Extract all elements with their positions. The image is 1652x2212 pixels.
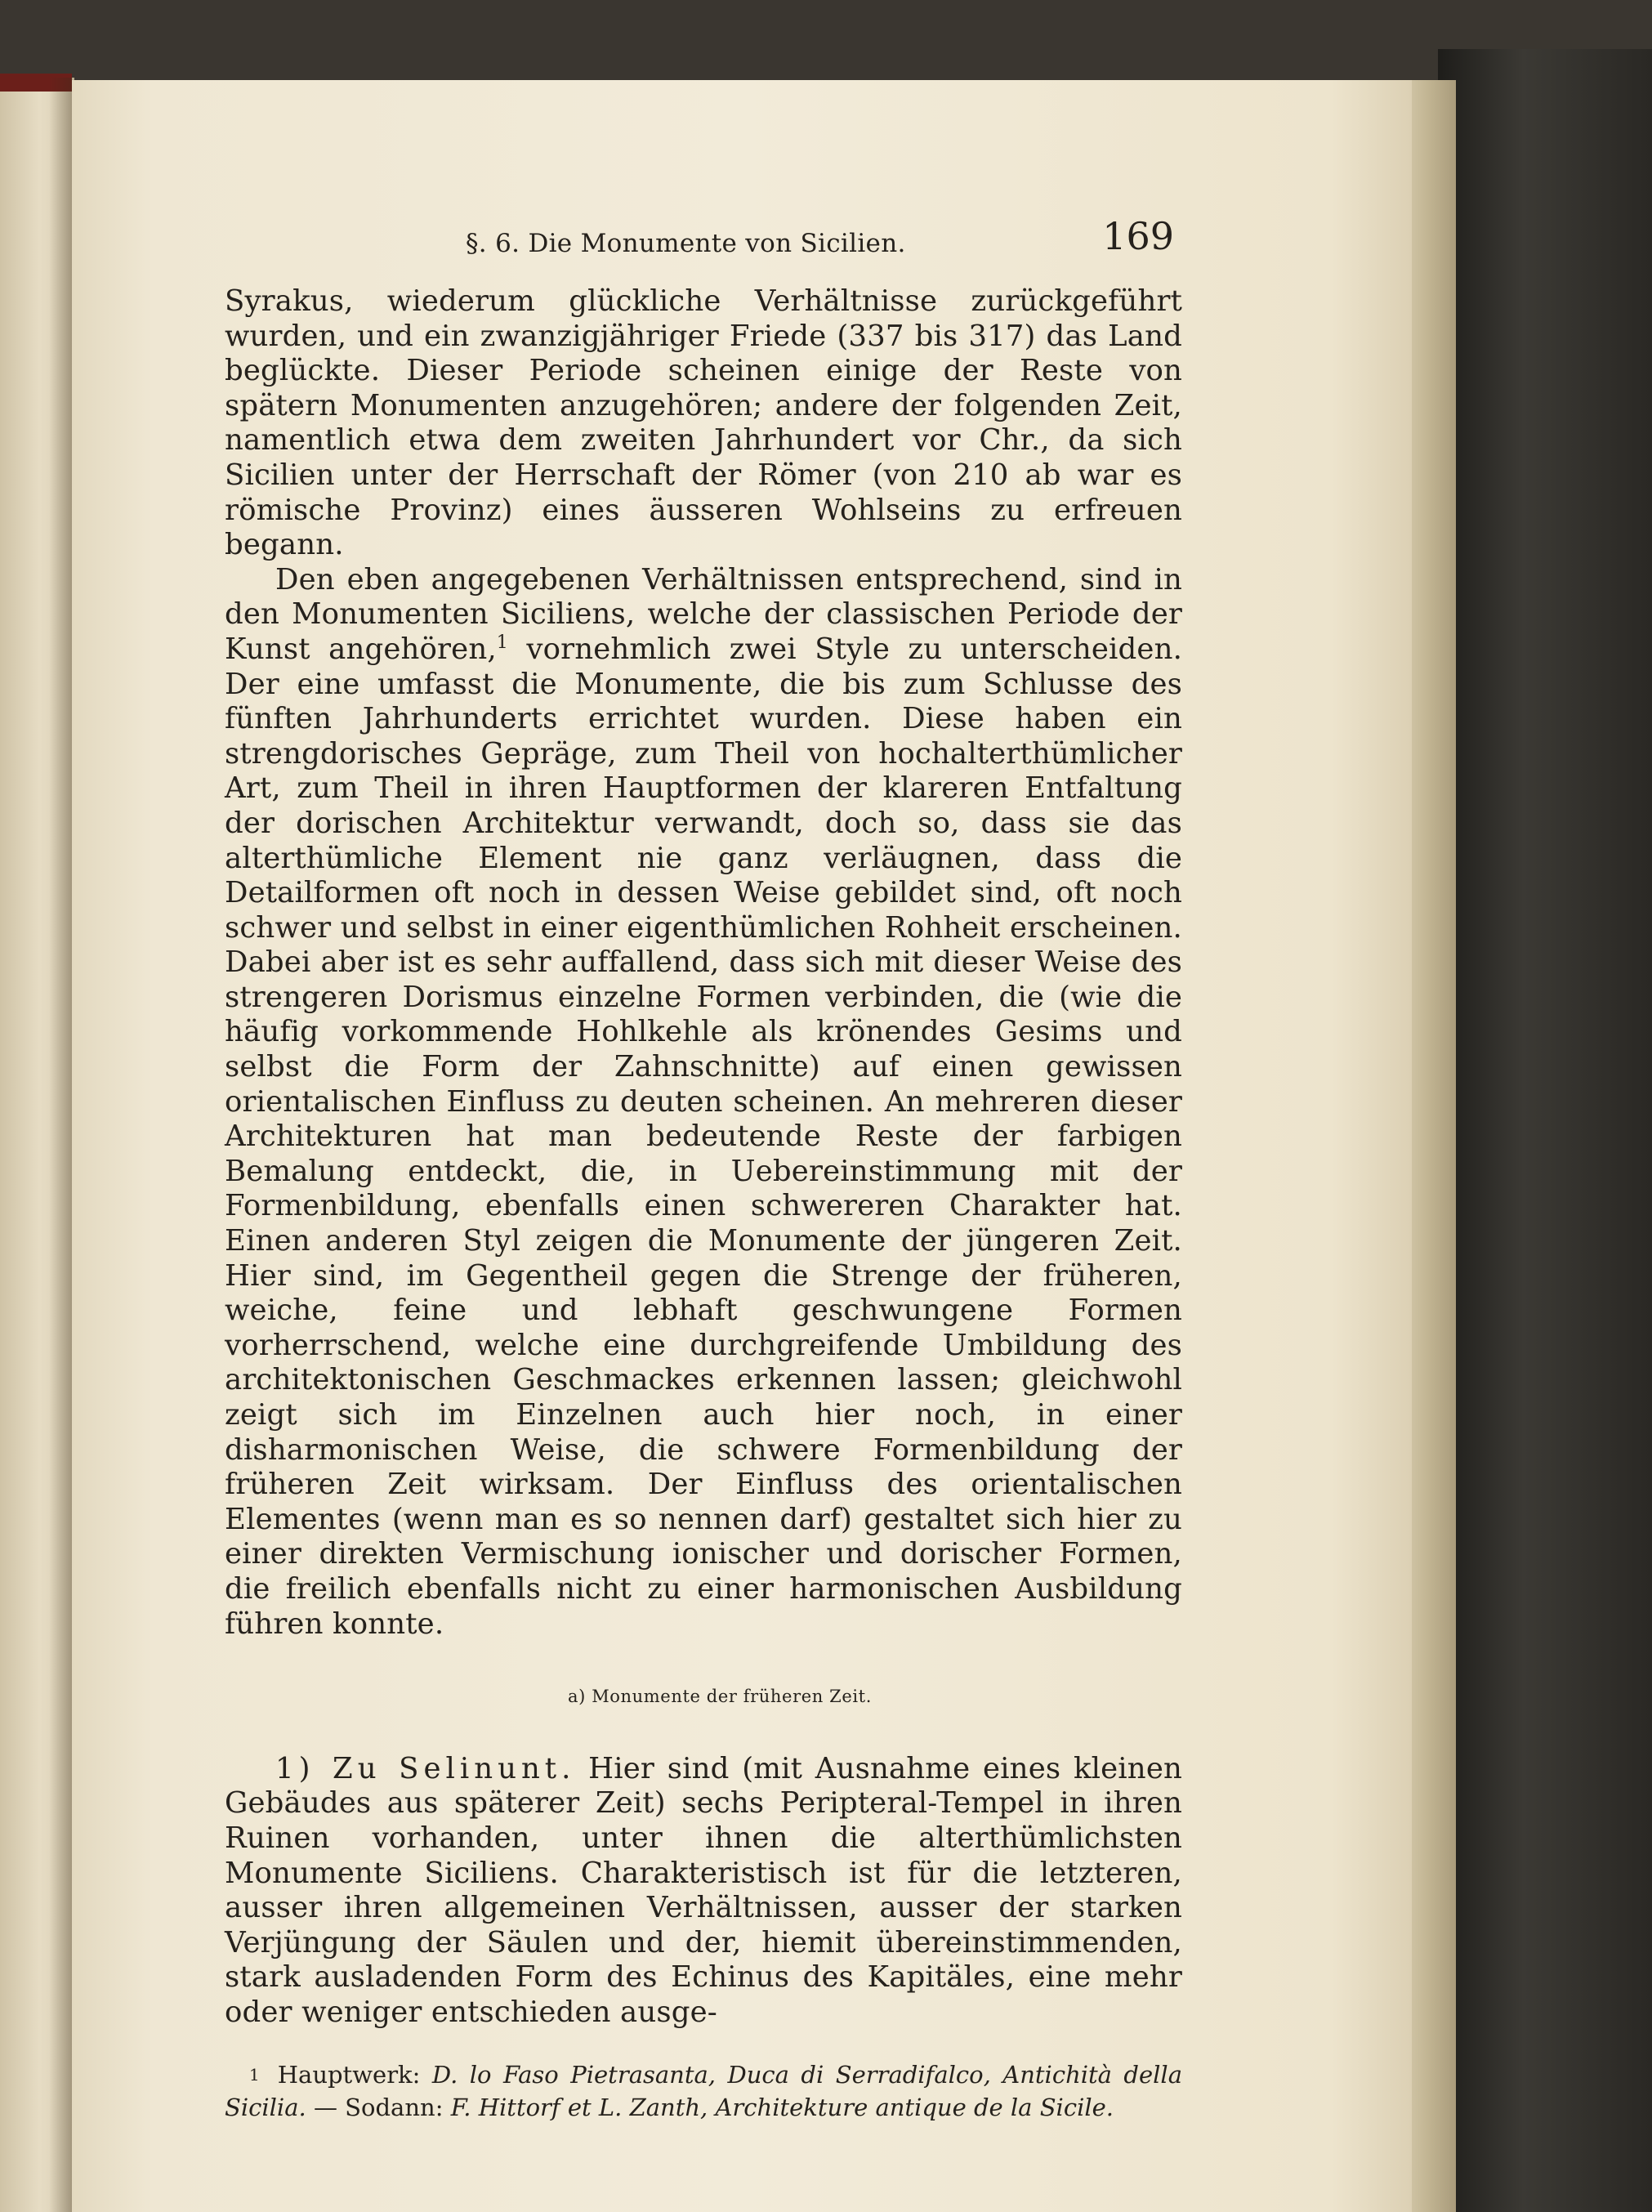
gutter-shadow xyxy=(49,78,72,2212)
footnote-reference-1: D. lo Faso Pietrasanta, Duca di Serradifalco, Antichità della Sicilia. xyxy=(225,2060,1182,2121)
section-1-paragraph xyxy=(225,1752,1182,2031)
paragraph-1: Syrakus, wiederum glückliche Verhältnisse zurückgeführt wurden, und ein zwanzigjähriger Friede (337 bis 317) das Land beglückte. Dieser Periode scheinen einige der Reste von spätern Monumenten anzugehören; andere der folgenden Zeit, namentlich etwa dem zweiten Jahrhundert vor Chr., da sich Sicilien unter der Herrschaft der Römer (von 210 ab war es römische Provinz) eines äusseren Wohlseins zu erfreuen begann. xyxy=(225,284,1182,562)
footnote-separator: — Sodann: xyxy=(313,2093,444,2121)
paragraph-2-rest: vornehmlich zwei Style zu unterscheiden. Der eine umfasst die Monumente, die bis zum Schlusse des fünften Jahrhunderts errichtet wurden. Diese haben ein strengdorisches Gepräge, zum Theil von hochalterthümlicher Art, zum Theil in ihren Hauptformen der klareren Entfaltung der dorischen Architektur verwandt, doch so, dass sie das alterthümliche Element nie ganz verläugnen, dass die Detailformen oft noch in dessen Weise gebildet sind, oft noch schwer und selbst in einer eigenthümlichen Rohheit erscheinen. Dabei aber ist es sehr auffallend, dass sich mit dieser Weise des strengeren Dorismus einzelne Formen verbinden, die (wie die häufig vorkommende Hohlkehle als krönendes Gesims und selbst die Form der Zahnschnitte) auf einen gewissen orientalischen Einfluss zu deuten scheinen. An mehreren dieser Architekturen hat man bedeutende Reste der farbigen Bemalung entdeckt, die, in Uebereinstimmung mit der Formenbildung, ebenfalls einen schwereren Charakter hat. Einen anderen Styl zeigen die Monumente der jüngeren Zeit. Hier sind, im Gegentheil gegen die Strenge der früheren, weiche, feine und lebhaft geschwungene Formen vorherrschend, welche eine durchgreifende Umbildung des architektonischen Geschmackes erkennen lassen; gleichwohl zeigt sich im Einzelnen auch hier noch, in einer disharmonischen Weise, die schwere Formenbildung der früheren Zeit wirksam. Der Einfluss des orientalischen Elementes (wenn man es so nennen darf) gestaltet sich hier zu einer direkten Vermischung ionischer und dorischer Formen, die freilich ebenfalls nicht zu einer harmonischen Ausbildung führen konnte. xyxy=(225,632,1183,1641)
footnote-1 xyxy=(225,2058,1182,2124)
running-title: §. 6. Die Monumente von Sicilien. xyxy=(466,229,906,258)
page-number: 169 xyxy=(1102,214,1174,258)
footnote-reference-2: F. Hittorf et L. Zanth, Architekture antique de la Sicile. xyxy=(450,2093,1114,2121)
book-binding xyxy=(1438,49,1652,2212)
paragraph-2-start: Den eben angegebenen Verhältnissen entsprechend, sind in den Monumenten Siciliens, welche der classischen Periode der Kunst angehören, xyxy=(225,562,1182,666)
text-block xyxy=(225,214,1182,2124)
section-subheading: a) Monumente der früheren Zeit. xyxy=(568,1687,872,1707)
running-header xyxy=(225,214,1182,279)
section-1-label: 1) Zu Selinunt. xyxy=(275,1751,576,1785)
body-text xyxy=(225,284,1182,2031)
section-1-text: Hier sind (mit Ausnahme eines kleinen Gebäudes aus späterer Zeit) sechs Peripteral-Tempel in ihren Ruinen vorhanden, unter ihnen die alterthümlichsten Monumente Siciliens. Charakteristisch ist für die letzteren, ausser ihren allgemeinen Verhältnissen, ausser der starken Verjüngung der Säulen und der, hiemit übereinstimmenden, stark ausladenden Form des Echinus des Kapitäles, eine mehr oder weniger entschieden ausge- xyxy=(225,1751,1182,2029)
footnotes xyxy=(225,2058,1182,2124)
footnote-mark: 1 xyxy=(249,2064,260,2085)
paragraph-2 xyxy=(225,563,1182,1642)
footnote-label: Hauptwerk: xyxy=(277,2060,421,2089)
footnote-reference: 1 xyxy=(496,632,508,654)
